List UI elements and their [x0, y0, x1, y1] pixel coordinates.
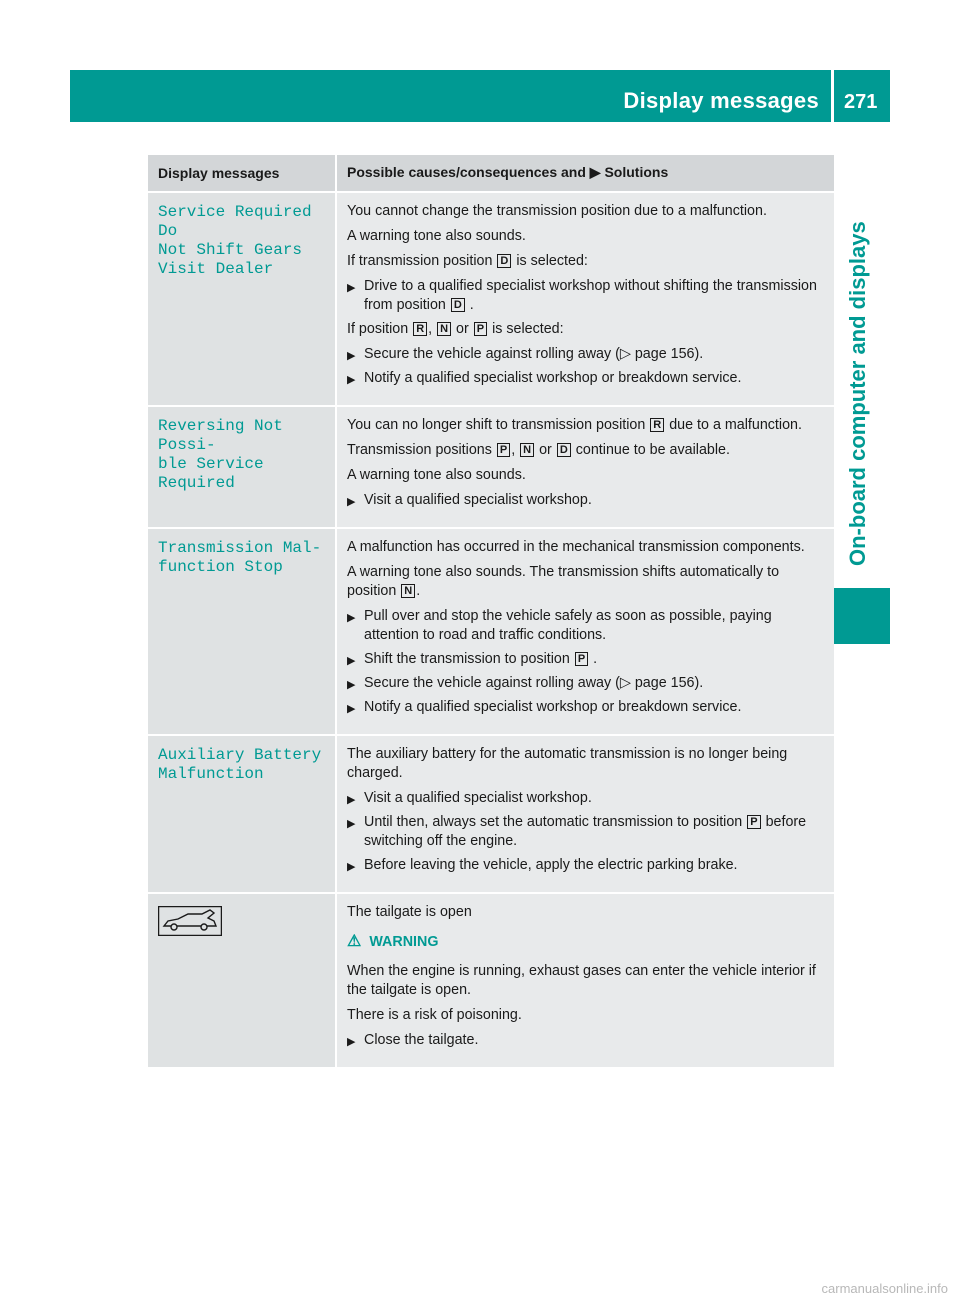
page-number-box	[834, 70, 890, 122]
table-row	[148, 735, 834, 893]
arrow-right-icon: ▶	[347, 703, 356, 715]
arrow-right-icon: ▶	[347, 794, 356, 806]
text: Visit a qualified specialist workshop.	[364, 492, 592, 508]
text	[347, 441, 828, 460]
text: Until then, always set the automatic transmission to position	[364, 814, 743, 830]
text: A warning tone also sounds.	[347, 467, 526, 483]
gear-n-symbol: N	[401, 584, 415, 598]
text: Transmission positions	[347, 442, 492, 458]
text: A malfunction has occurred in the mechanical transmission components.	[347, 539, 805, 555]
gear-r-symbol: R	[650, 418, 664, 432]
tailgate-open-icon	[158, 906, 222, 936]
arrow-right-icon: ▶	[347, 679, 356, 691]
solution-cell	[336, 528, 834, 735]
arrow-right-icon: ▶	[347, 350, 356, 362]
text: Secure the vehicle against rolling away (▷ page 156).	[364, 346, 704, 362]
section-tab-label: On-board computer and displays	[845, 221, 870, 566]
gear-d-symbol: D	[451, 298, 465, 312]
gear-p-symbol: P	[497, 443, 510, 457]
display-messages-table	[148, 155, 834, 1069]
message-cell	[148, 406, 336, 528]
gear-p-symbol: P	[575, 652, 588, 666]
warning-heading	[347, 932, 828, 952]
table-row	[148, 528, 834, 735]
text: .	[593, 651, 598, 667]
footer-watermark: carmanualsonline.info	[821, 1281, 948, 1296]
instruction-item	[347, 856, 828, 875]
display-message: Auxiliary Battery Malfunction	[158, 746, 322, 783]
text: Secure the vehicle against rolling away (▷ page 156).	[364, 675, 704, 691]
header-bar	[70, 70, 831, 122]
column-header-messages: Display messages	[148, 155, 336, 192]
instruction-item	[347, 607, 828, 645]
text	[347, 320, 828, 339]
display-message: Service Required Do Not Shift Gears Visit Dealer	[158, 203, 312, 278]
warning-label: WARNING	[369, 934, 439, 950]
text: ,	[428, 321, 433, 337]
arrow-right-icon: ▶	[347, 818, 356, 830]
text: Drive to a qualified specialist workshop without shifting the transmission from position	[364, 278, 817, 313]
text	[347, 563, 828, 601]
text	[347, 252, 828, 271]
solution-cell	[336, 192, 834, 406]
gear-r-symbol: R	[413, 322, 427, 336]
text	[347, 416, 828, 435]
instruction-item	[347, 813, 828, 851]
text: or	[539, 442, 552, 458]
text: When the engine is running, exhaust gases can enter the vehicle interior if the tailgate is open.	[347, 963, 816, 998]
solution-cell	[336, 406, 834, 528]
text: If position	[347, 321, 409, 337]
text: You can no longer shift to transmission position	[347, 417, 646, 433]
text: A warning tone also sounds.	[347, 228, 526, 244]
text: There is a risk of poisoning.	[347, 1007, 522, 1023]
arrow-right-icon: ▶	[347, 374, 356, 386]
instruction-item	[347, 674, 828, 693]
arrow-right-icon: ▶	[347, 496, 356, 508]
gear-d-symbol: D	[497, 254, 511, 268]
page-number: 271	[844, 91, 878, 113]
instruction-item	[347, 698, 828, 717]
instruction-item	[347, 650, 828, 669]
text: Before leaving the vehicle, apply the electric parking brake.	[364, 857, 738, 873]
text: continue to be available.	[575, 442, 730, 458]
text: due to a malfunction.	[669, 417, 802, 433]
solution-cell	[336, 735, 834, 893]
arrow-right-icon: ▶	[589, 164, 601, 180]
arrow-right-icon: ▶	[347, 861, 356, 873]
table-row	[148, 893, 834, 1068]
text: or	[456, 321, 469, 337]
text: Notify a qualified specialist workshop or breakdown service.	[364, 370, 742, 386]
arrow-right-icon: ▶	[347, 282, 356, 294]
instruction-item	[347, 789, 828, 808]
instruction-item	[347, 491, 828, 510]
arrow-right-icon: ▶	[347, 612, 356, 624]
instruction-item	[347, 369, 828, 388]
display-message: Reversing Not Possi‐ ble Service Required	[158, 417, 283, 492]
message-cell	[148, 528, 336, 735]
text: before switching off the engine.	[364, 814, 807, 849]
text: You cannot change the transmission position due to a malfunction.	[347, 203, 767, 219]
text: .	[416, 583, 421, 599]
message-cell	[148, 735, 336, 893]
instruction-item	[347, 277, 828, 315]
column-header-solutions	[336, 155, 834, 192]
display-message: Transmission Mal‐ function Stop	[158, 539, 322, 576]
arrow-right-icon: ▶	[347, 655, 356, 667]
text: The auxiliary battery for the automatic transmission is no longer being charged.	[347, 746, 788, 781]
table-header-row	[148, 155, 834, 192]
gear-p-symbol: P	[747, 815, 760, 829]
text: A warning tone also sounds. The transmission shifts automatically to position	[347, 564, 780, 599]
message-cell	[148, 893, 336, 1068]
message-cell	[148, 192, 336, 406]
instruction-item	[347, 1031, 828, 1050]
gear-n-symbol: N	[520, 443, 534, 457]
text: Close the tailgate.	[364, 1032, 479, 1048]
text: .	[469, 297, 474, 313]
text: Notify a qualified specialist workshop or breakdown service.	[364, 699, 742, 715]
arrow-right-icon: ▶	[347, 1036, 356, 1048]
text: The tailgate is open	[347, 904, 472, 920]
text: Shift the transmission to position	[364, 651, 570, 667]
column-header-solutions-pre: Possible causes/consequences and	[347, 164, 586, 180]
text: Pull over and stop the vehicle safely as soon as possible, paying attention to road and traffic conditions.	[364, 608, 772, 643]
gear-d-symbol: D	[557, 443, 571, 457]
section-tab-marker	[834, 588, 890, 644]
text: If transmission position	[347, 253, 493, 269]
gear-n-symbol: N	[437, 322, 451, 336]
column-header-solutions-post: Solutions	[604, 164, 669, 180]
instruction-item	[347, 345, 828, 364]
text: ,	[511, 442, 516, 458]
table-row	[148, 406, 834, 528]
text: is selected:	[516, 253, 588, 269]
text: is selected:	[492, 321, 564, 337]
text: Visit a qualified specialist workshop.	[364, 790, 592, 806]
table-row	[148, 192, 834, 406]
solution-cell	[336, 893, 834, 1068]
page-title: Display messages	[623, 88, 819, 113]
gear-p-symbol: P	[474, 322, 487, 336]
warning-triangle-icon: ⚠	[347, 933, 362, 950]
